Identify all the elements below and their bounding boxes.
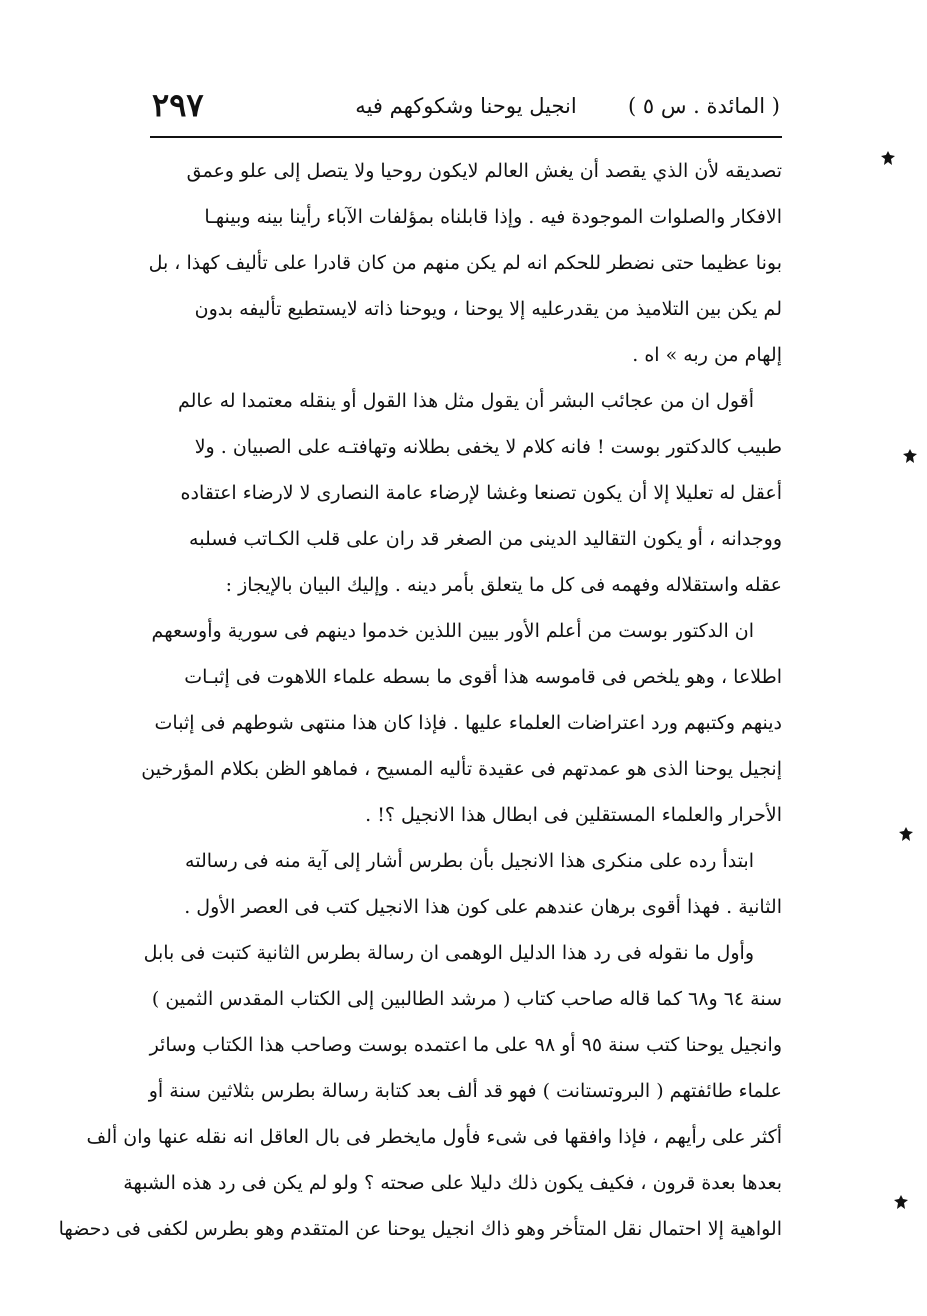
text-line: بونا عظيما حتى نضطر للحكم انه لم يكن منهم من كان قادرا على تأليف كهذا ، بل [148, 252, 782, 274]
margin-ink-mark-icon [902, 448, 918, 464]
margin-ink-mark-icon [893, 1194, 909, 1210]
text-line: تصديقه لأن الذي يقصد أن يغش العالم لايكون روحيا ولا يتصل إلى علو وعمق [186, 160, 782, 182]
text-line: ابتدأ رده على منكرى هذا الانجيل بأن بطرس أشار إلى آية منه فى رسالته [185, 850, 754, 872]
page-header [150, 86, 782, 132]
text-line: الأحرار والعلماء المستقلين فى ابطال هذا الانجيل ؟! . [365, 804, 782, 826]
text-line: إنجيل يوحنا الذى هو عمدتهم فى عقيدة تأليه المسيح ، فماهو الظن بكلام المؤرخين [141, 758, 782, 780]
text-line: أقول ان من عجائب البشر أن يقول مثل هذا القول أو ينقله معتمدا له عالم [177, 390, 754, 412]
text-line: بعدها بعدة قرون ، فكيف يكون ذلك دليلا على صحته ؟ ولو لم يكن فى رد هذه الشبهة [123, 1172, 782, 1194]
text-line: إلهام من ربه » اه . [632, 344, 782, 366]
text-line: ان الدكتور بوست من أعلم الأور بيين اللذين خدموا دينهم فى سورية وأوسعهم [151, 620, 754, 642]
margin-ink-mark-icon [880, 150, 896, 166]
body-text [58, 148, 782, 1252]
text-line: علماء طائفتهم ( البروتستانت ) فهو قد ألف بعد كتابة رسالة بطرس بثلاثين سنة أو [148, 1080, 782, 1102]
text-line: أكثر على رأيهم ، فإذا وافقها فى شىء فأول مايخطر فى بال العاقل انه نقله عنها وان ألف [86, 1126, 782, 1148]
header-divider [150, 136, 782, 138]
text-line: اطلاعا ، وهو يلخص فى قاموسه هذا أقوى ما بسطه علماء اللاهوت فى إثبـات [184, 666, 782, 688]
text-line: لم يكن بين التلاميذ من يقدرعليه إلا يوحنا ، ويوحنا ذاته لايستطيع تأليفه بدون [194, 298, 782, 320]
text-line: عقله واستقلاله وفهمه فى كل ما يتعلق بأمر دينه . وإليك البيان بالإيجاز : [225, 574, 782, 596]
text-line: دينهم وكتبهم ورد اعتراضات العلماء عليها . فإذا كان هذا منتهى شوطهم فى إثبات [154, 712, 782, 734]
text-line: الثانية . فهذا أقوى برهان عندهم على كون هذا الانجيل كتب فى العصر الأول . [184, 896, 782, 918]
header-page-number: ٢٩٧ [152, 86, 204, 124]
text-line: سنة ٦٤ و٦٨ كما قاله صاحب كتاب ( مرشد الطالبين إلى الكتاب المقدس الثمين ) [151, 988, 782, 1010]
header-running-title: انجيل يوحنا وشكوكهم فيه [355, 94, 577, 118]
text-line: وأول ما نقوله فى رد هذا الدليل الوهمى ان رسالة بطرس الثانية كتبت فى بابل [143, 942, 754, 964]
text-line: وانجيل يوحنا كتب سنة ٩٥ أو ٩٨ على ما اعتمده بوست وصاحب هذا الكتاب وسائر [149, 1034, 782, 1056]
margin-ink-mark-icon [898, 826, 914, 842]
header-section-reference: ( المائدة . س ٥ ) [627, 94, 780, 118]
text-line: ووجدانه ، أو يكون التقاليد الدينى من الصغر قد ران على قلب الكـاتب فسلبه [189, 528, 782, 550]
text-line: الواهية إلا احتمال نقل المتأخر وهو ذاك انجيل يوحنا عن المتقدم وهو بطرس لكفى فى دحضها [58, 1218, 782, 1240]
text-line: أعقل له تعليلا إلا أن يكون تصنعا وغشا لإرضاء عامة النصارى لا لارضاء اعتقاده [180, 482, 782, 504]
text-line: الافكار والصلوات الموجودة فيه . وإذا قابلناه بمؤلفات الآباء رأينا بينه وبينهـا [204, 206, 782, 228]
text-line: طبيب كالدكتور بوست ! فانه كلام لا يخفى بطلانه وتهافتـه على الصبيان . ولا [194, 436, 782, 458]
